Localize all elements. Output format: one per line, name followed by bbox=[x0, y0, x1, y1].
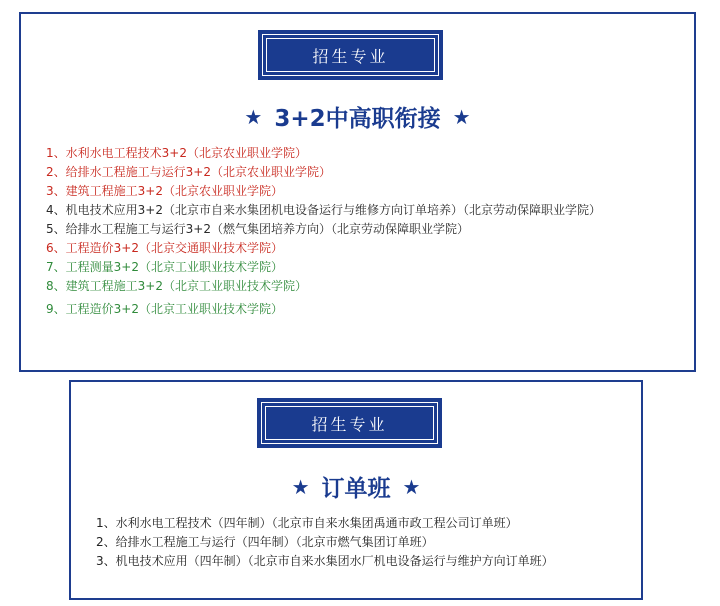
section-heading bbox=[71, 470, 641, 503]
star-icon: ★ bbox=[291, 474, 310, 499]
section-badge bbox=[258, 30, 443, 80]
section-badge bbox=[257, 398, 442, 448]
section-panel-vocational bbox=[19, 12, 696, 372]
heading-text: 订单班 bbox=[321, 476, 391, 502]
list-item: 3、建筑工程施工3+2（北京农业职业学院） bbox=[46, 184, 283, 198]
list-item: 1、水利水电工程技术（四年制）（北京市自来水集团禹通市政工程公司订单班） bbox=[96, 516, 518, 530]
list-item: 2、给排水工程施工与运行（四年制）（北京市燃气集团订单班） bbox=[96, 535, 434, 549]
list-item: 6、工程造价3+2（北京交通职业技术学院） bbox=[46, 241, 283, 255]
section-panel-order-class bbox=[69, 380, 643, 600]
star-icon: ★ bbox=[452, 104, 471, 129]
list-item: 5、给排水工程施工与运行3+2（燃气集团培养方向）（北京劳动保障职业学院） bbox=[46, 222, 469, 236]
badge-label: 招生专业 bbox=[312, 46, 389, 66]
list-item: 3、机电技术应用（四年制）（北京市自来水集团水厂机电设备运行与维护方向订单班） bbox=[96, 554, 554, 568]
list-item: 2、给排水工程施工与运行3+2（北京农业职业学院） bbox=[46, 165, 331, 179]
list-item: 7、工程测量3+2（北京工业职业技术学院） bbox=[46, 260, 283, 274]
badge-label: 招生专业 bbox=[311, 414, 388, 434]
heading-text: 3+2中高职衔接 bbox=[274, 106, 441, 132]
star-icon: ★ bbox=[402, 474, 421, 499]
section-heading bbox=[21, 100, 694, 133]
program-list bbox=[46, 144, 686, 319]
program-list bbox=[96, 514, 636, 571]
list-item: 4、机电技术应用3+2（北京市自来水集团机电设备运行与维修方向订单培养）（北京劳动保障职业学院） bbox=[46, 203, 601, 217]
list-item: 9、工程造价3+2（北京工业职业技术学院） bbox=[46, 302, 283, 316]
list-item: 8、建筑工程施工3+2（北京工业职业技术学院） bbox=[46, 279, 307, 293]
list-item: 1、水利水电工程技术3+2（北京农业职业学院） bbox=[46, 146, 307, 160]
star-icon: ★ bbox=[244, 104, 263, 129]
